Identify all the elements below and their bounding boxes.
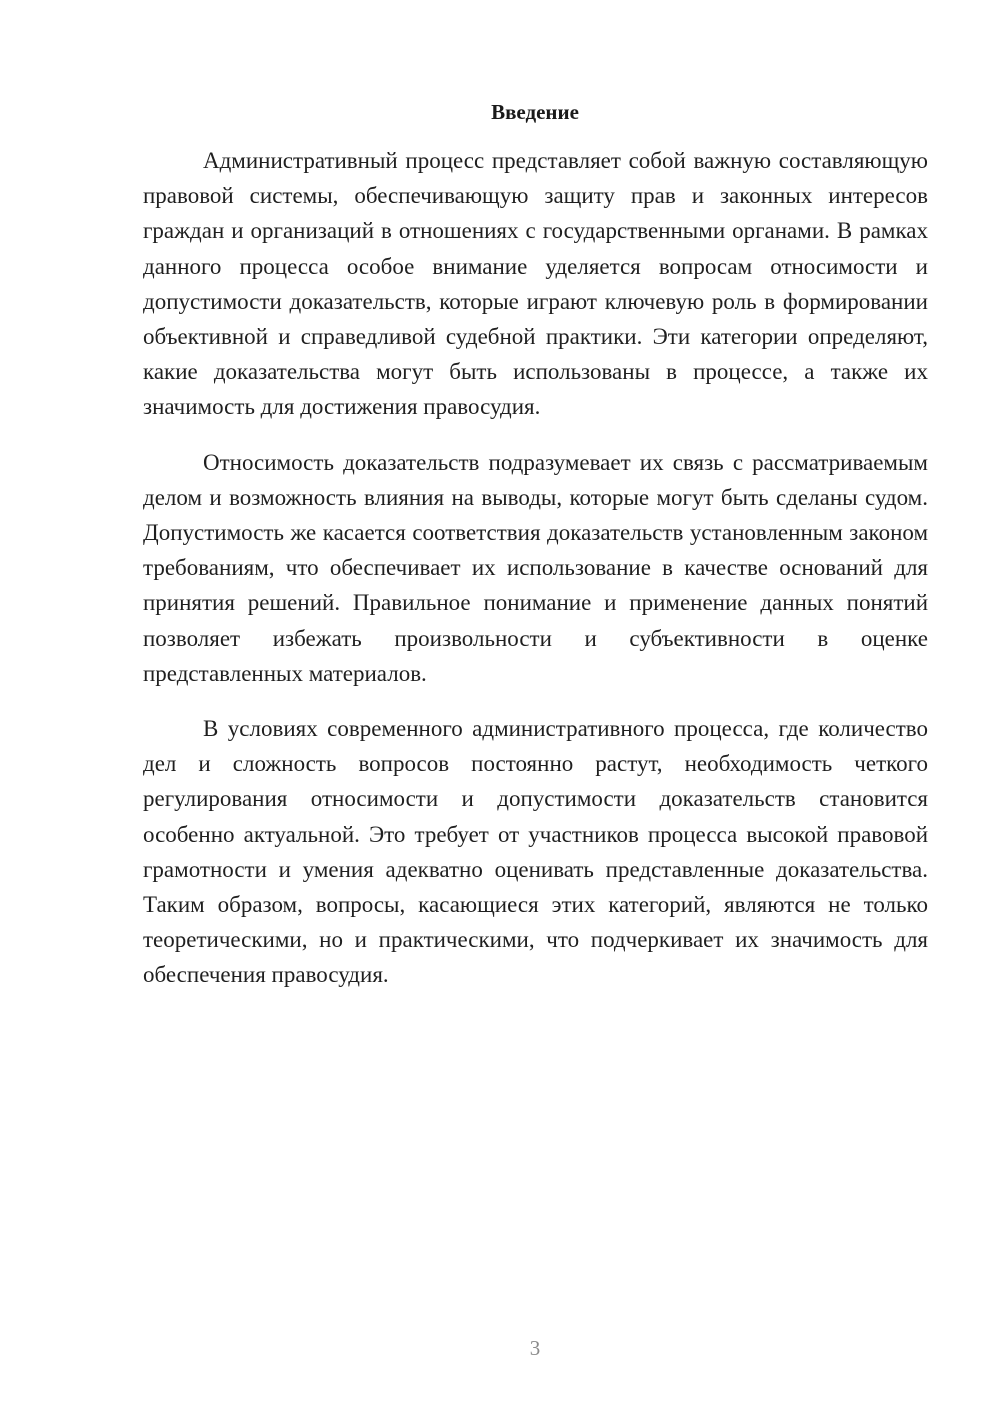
section-heading: Введение — [491, 100, 579, 124]
body-text — [143, 143, 928, 993]
paragraph-2: Относимость доказательств подразумевает их связь с рассматриваемым делом и возможность влияния на выводы, которые могут быть сделаны судом. Допустимость же касается соответствия доказательств установленным законом требованиям, что обеспечивает их использование в качестве оснований для принятия решений. Правильное понимание и применение данных понятий позволяет избежать произвольности и субъективности в оценке представленных материалов. — [143, 449, 928, 686]
paragraph-1: Административный процесс представляет собой важную составляющую правовой системы, обеспечивающую защиту прав и законных интересов граждан и организаций в отношениях с государственными органами. В рамках данного процесса особое внимание уделяется вопросам относимости и допустимости доказательств, которые играют ключевую роль в формировании объективной и справедливой судебной практики. Эти категории определяют, какие доказательства могут быть использованы в процессе, а также их значимость для достижения правосудия. — [143, 148, 928, 420]
page-number: 3 — [529, 1336, 541, 1360]
paragraph-3: В условиях современного административного процесса, где количество дел и сложность вопросов постоянно растут, необходимость четкого регулирования относимости и допустимости доказательств становится особенно актуальной. Это требует от участников процесса высокой правовой грамотности и умения адекватно оценивать представленные доказательства. Таким образом, вопросы, касающиеся этих категорий, являются не только теоретическими, но и практическими, что подчеркивает их значимость для обеспечения правосудия. — [143, 716, 928, 988]
